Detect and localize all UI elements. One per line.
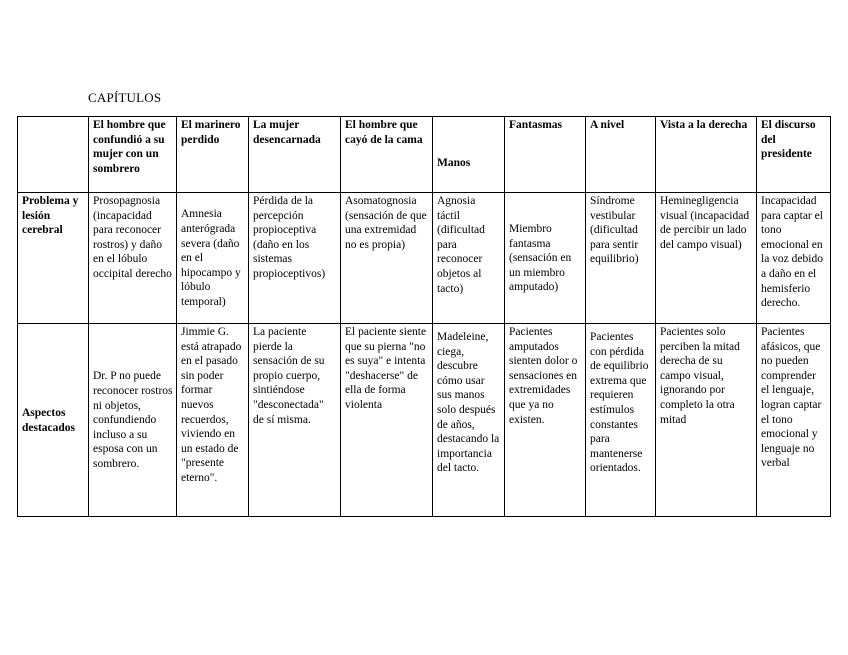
table-cell: Prosopagnosia (incapacidad para reconocer rostros) y daño en el lóbulo occipital derecho [89, 193, 177, 324]
row-label: Problema y lesión cerebral [18, 193, 89, 324]
header-cell-chapter: El discurso del presidente [757, 117, 831, 193]
table-cell: Incapacidad para captar el tono emocional en la voz debido a daño en el hemisferio derecho. [757, 193, 831, 324]
table-header-row [18, 117, 831, 193]
header-cell-corner [18, 117, 89, 193]
page-title: CAPÍTULOS [88, 90, 162, 105]
header-cell-chapter: El hombre que confundió a su mujer con un sombrero [89, 117, 177, 193]
table-cell: Madeleine, ciega, descubre cómo usar sus manos solo después de años, destacando la importancia del tacto. [433, 324, 505, 517]
table-cell: Pacientes solo perciben la mitad derecha de su campo visual, ignorando por completo la otra mitad [656, 324, 757, 517]
table-cell: Pacientes afásicos, que no pueden comprender el lenguaje, logran captar el tono emocional y lenguaje no verbal [757, 324, 831, 517]
header-cell-chapter: A nivel [586, 117, 656, 193]
header-cell-chapter: Manos [433, 117, 505, 193]
header-cell-chapter: El marinero perdido [177, 117, 249, 193]
table-cell: Pérdida de la percepción propioceptiva (daño en los sistemas propioceptivos) [249, 193, 341, 324]
table-row [18, 193, 831, 324]
table-cell: Jimmie G. está atrapado en el pasado sin poder formar nuevos recuerdos, viviendo en un estado de "presente eterno". [177, 324, 249, 517]
header-cell-chapter: Fantasmas [505, 117, 586, 193]
table-cell: Síndrome vestibular (dificultad para sentir equilibrio) [586, 193, 656, 324]
row-label: Aspectos destacados [18, 324, 89, 517]
table-cell: La paciente pierde la sensación de su propio cuerpo, sintiéndose "desconectada" de sí misma. [249, 324, 341, 517]
header-cell-chapter: La mujer desencarnada [249, 117, 341, 193]
table-cell: Amnesia anterógrada severa (daño en el hipocampo y lóbulo temporal) [177, 193, 249, 324]
chapters-table [17, 116, 831, 517]
table-cell: Heminegligencia visual (incapacidad de percibir un lado del campo visual) [656, 193, 757, 324]
header-cell-chapter: Vista a la derecha [656, 117, 757, 193]
table-cell: Asomatognosia (sensación de que una extremidad no es propia) [341, 193, 433, 324]
table-cell: Dr. P no puede reconocer rostros ni objetos, confundiendo incluso a su esposa con un sombrero. [89, 324, 177, 517]
table-cell: Agnosia táctil (dificultad para reconocer objetos al tacto) [433, 193, 505, 324]
header-cell-chapter: El hombre que cayó de la cama [341, 117, 433, 193]
table-cell: Pacientes con pérdida de equilibrio extrema que requieren estímulos constantes para mantenerse orientados. [586, 324, 656, 517]
table-row [18, 324, 831, 517]
table-cell: El paciente siente que su pierna "no es suya" e intenta "deshacerse" de ella de forma violenta [341, 324, 433, 517]
table-cell: Pacientes amputados sienten dolor o sensaciones en extremidades que ya no existen. [505, 324, 586, 517]
table-cell: Miembro fantasma (sensación en un miembro amputado) [505, 193, 586, 324]
